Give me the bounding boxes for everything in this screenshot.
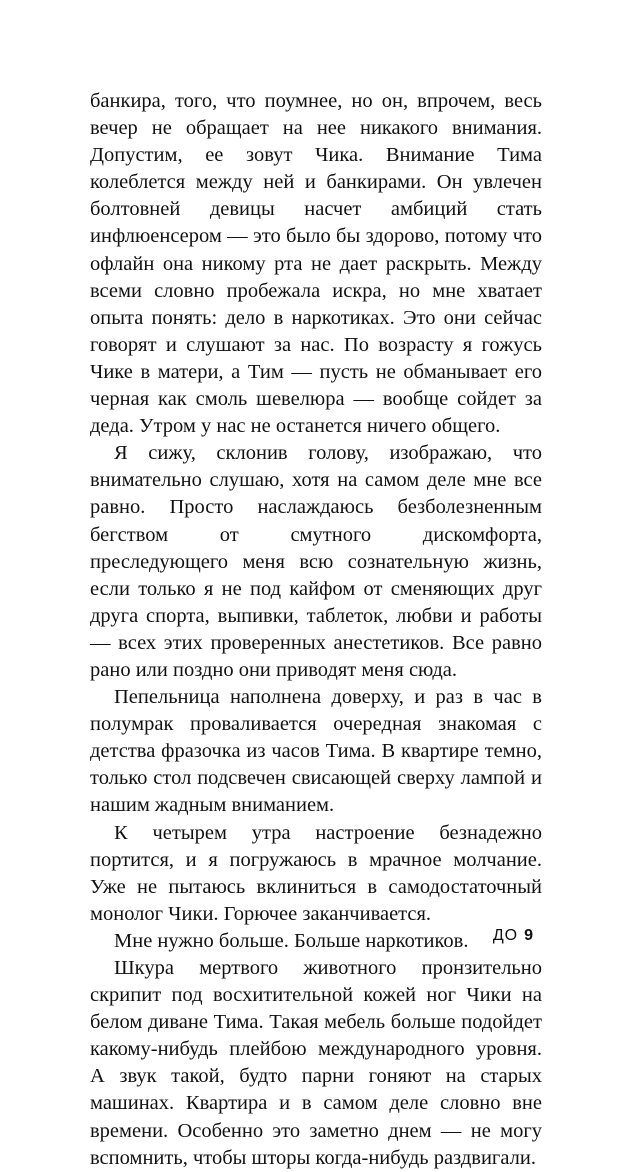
page-footer <box>493 927 534 945</box>
paragraph-6: Шкура мертвого животного пронзительно скрипит под восхитительной кожей ног Чики на белом диване Тима. Такая мебель больше подойдет какому-нибудь плейбою международного уровня. А звук такой, будто парни гоняют на старых машинах. Квартира и в самом деле словно вне времени. Особенно это заметно днем — не могу вспомнить, чтобы шторы когда-нибудь раздвигали. <box>90 957 542 1169</box>
paragraph-1: банкира, того, что поумнее, но он, впрочем, весь вечер не обращает на нее никакого внимания. Допустим, ее зовут Чика. Внимание Тима колеблется между ней и банкирами. Он увлечен болтовней девицы насчет амбиций стать инфлюенсером — это было бы здорово, потому что офлайн она никому рта не дает раскрыть. Между всеми словно пробежала искра, но мне хватает опыта понять: дело в наркотиках. Это они сейчас говорят и слушают за нас. По возрасту я гожусь Чике в матери, а Тим — пусть не обманывает его черная как смоль шевелюра — вообще сойдет за деда. Утром у нас не останется ничего общего. <box>90 90 542 438</box>
page-number: 9 <box>524 927 534 944</box>
paragraph-5: Мне нужно больше. Больше наркотиков. <box>114 929 469 952</box>
page-body <box>90 88 542 1172</box>
paragraph-3: Пепельница наполнена доверху, и раз в час в полумрак проваливается очередная знакомая с детства фразочка из часов Тима. В квартире темно, только стол подсвечен свисающей сверху лампой и нашим жадным вниманием. <box>90 686 542 817</box>
running-section-title: ДО <box>492 927 519 944</box>
paragraph-4: К четырем утра настроение безнадежно портится, и я погружаюсь в мрачное молчание. Уже не пытаюсь вклиниться в самодостаточный монолог Чики. Горючее заканчивается. <box>90 821 542 925</box>
paragraph-2: Я сижу, склонив голову, изображаю, что внимательно слушаю, хотя на самом деле мне все равно. Просто наслаждаюсь безболезненным бегством от смутного дискомфорта, преследующего меня всю сознательную жизнь, если только я не под кайфом от сменяющих друг друга спорта, выпивки, таблеток, любви и работы — всех этих проверенных анестетиков. Все равно рано или поздно они приводят меня сюда. <box>90 442 542 681</box>
